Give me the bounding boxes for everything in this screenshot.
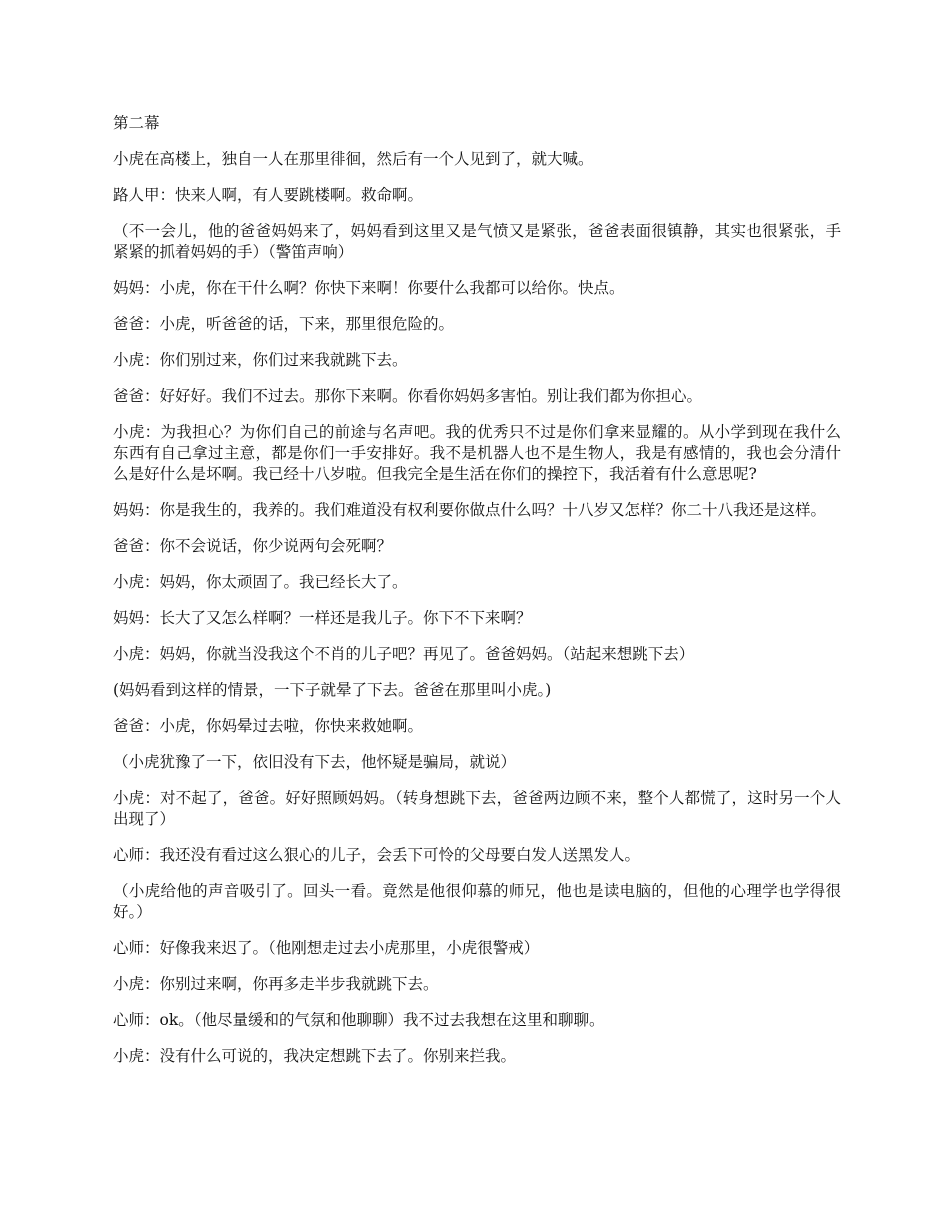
paragraph: 心师：好像我来迟了。（他刚想走过去小虎那里，小虎很警戒） xyxy=(113,939,540,957)
paragraph: 妈妈：长大了又怎么样啊？一样还是我儿子。你下不下来啊？ xyxy=(113,609,532,627)
paragraph: 小虎：没有什么可说的，我决定想跳下去了。你别来拦我。 xyxy=(113,1047,517,1065)
paragraph: 小虎：你们别过来，你们过来我就跳下去。 xyxy=(113,351,408,369)
paragraph: 小虎：对不起了，爸爸。好好照顾妈妈。（转身想跳下去，爸爸两边顾不来，整个人都慌了，这时另一个人出现了） xyxy=(113,789,841,828)
paragraph: (妈妈看到这样的情景，一下子就晕了下去。爸爸在那里叫小虎。) xyxy=(113,681,552,699)
paragraph: 妈妈：你是我生的，我养的。我们难道没有权利要你做点什么吗？十八岁又怎样？你二十八我还是这样。 xyxy=(113,501,827,519)
paragraph: 小虎在高楼上，独自一人在那里徘徊，然后有一个人见到了，就大喊。 xyxy=(113,150,594,168)
paragraph: 爸爸：小虎，听爸爸的话，下来，那里很危险的。 xyxy=(113,315,455,333)
paragraph: 爸爸：好好好。我们不过去。那你下来啊。你看你妈妈多害怕。别让我们都为你担心。 xyxy=(113,387,703,405)
paragraph: （小虎给他的声音吸引了。回头一看。竟然是他很仰慕的师兄，他也是读电脑的，但他的心理学也学得很好。） xyxy=(113,882,841,921)
paragraph: （小虎犹豫了一下，依旧没有下去，他怀疑是骗局，就说） xyxy=(113,753,517,771)
act-heading: 第二幕 xyxy=(113,114,160,132)
document-page xyxy=(113,113,841,1082)
paragraph: 心师：ok。（他尽量缓和的气氛和他聊聊）我不过去我想在这里和聊聊。 xyxy=(113,1011,605,1029)
paragraph: （不一会儿，他的爸爸妈妈来了，妈妈看到这里又是气愤又是紧张，爸爸表面很镇静，其实也很紧张，手紧紧的抓着妈妈的手）（警笛声响） xyxy=(113,222,841,261)
paragraph: 小虎：你别过来啊，你再多走半步我就跳下去。 xyxy=(113,975,439,993)
paragraph: 心师：我还没有看过这么狠心的儿子，会丢下可怜的父母要白发人送黑发人。 xyxy=(113,846,641,864)
paragraph: 小虎：妈妈，你太顽固了。我已经长大了。 xyxy=(113,573,408,591)
paragraph: 路人甲：快来人啊，有人要跳楼啊。救命啊。 xyxy=(113,186,424,204)
paragraph: 妈妈：小虎，你在干什么啊？你快下来啊！你要什么我都可以给你。快点。 xyxy=(113,279,625,297)
paragraph: 小虎：妈妈，你就当没我这个不肖的儿子吧？再见了。爸爸妈妈。（站起来想跳下去） xyxy=(113,645,695,663)
paragraph: 小虎：为我担心？为你们自己的前途与名声吧。我的优秀只不过是你们拿来显耀的。从小学到现在我什么东西有自己拿过主意，都是你们一手安排好。我不是机器人也不是生物人，我是有感情的，我也会分清什么是好什么是坏啊。我已经十八岁啦。但我完全是生活在你们的操控下，我活着有什么意思呢? xyxy=(113,423,841,483)
paragraph: 爸爸：小虎，你妈晕过去啦，你快来救她啊。 xyxy=(113,717,424,735)
paragraph: 爸爸：你不会说话，你少说两句会死啊？ xyxy=(113,537,393,555)
